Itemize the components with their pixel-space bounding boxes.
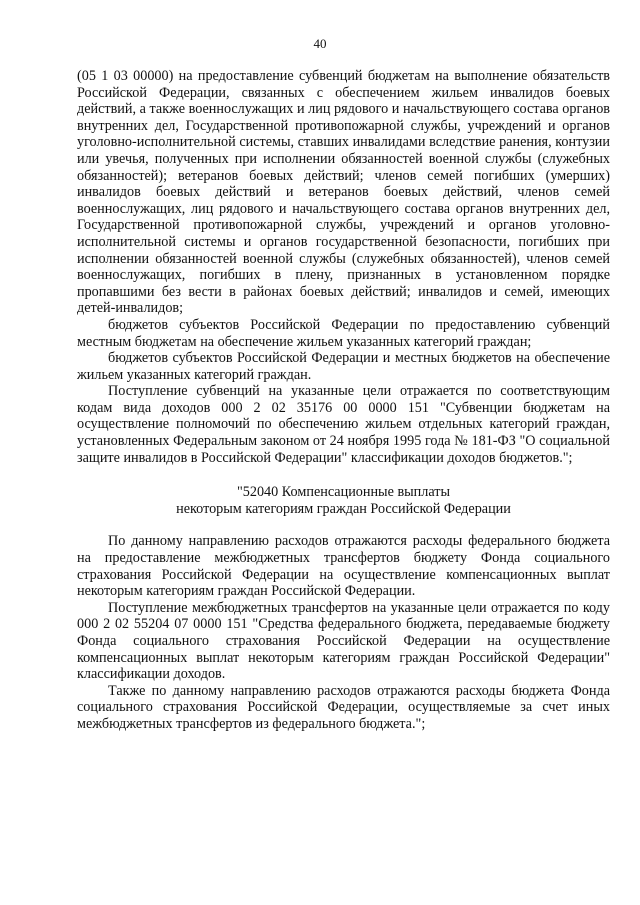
section-heading-line-1: "52040 Компенсационные выплаты	[236, 484, 451, 501]
paragraph-local-budgets: бюджетов субъектов Российской Федерации и местных бюджетов на обеспечение жильем указанных категорий граждан.	[77, 350, 610, 383]
paragraph-transfer-revenue: Поступление межбюджетных трансфертов на указанные цели отражается по коду 000 2 02 55204 07 0000 151 "Средства федерального бюджета, передаваемые бюджету Фонда социального страхования Российской Федерации на осуществление компенсационных выплат некоторым категориям граждан Российской Федерации" классификации доходов.	[77, 599, 610, 683]
paragraph-continuation: (05 1 03 00000) на предоставление субвенций бюджетам на выполнение обязательств Российской Федерации, связанных с обеспечением жильем инвалидов боевых действий, а также военнослужащих и лиц рядового и начальствующего состава органов внутренних дел, Государственной противопожарной службы, учреждений и органов уголовно-исполнительной системы, ставших инвалидами вследствие ранения, контузии или увечья, полученных при исполнении обязанностей военной службы (служебных обязанностей); ветеранов боевых действий; членов семей погибших (умерших) инвалидов боевых действий и ветеранов боевых действий, членов семей военнослужащих, лиц рядового и начальствующего состава органов внутренних дел, Государственной противопожарной службы, учреждений и органов уголовно-исполнительной системы и органов государственной безопасности, погибших при исполнении обязанностей военной службы (служебных обязанностей), членов семей военнослужащих, погибших в плену, признанных в установленном порядке пропавшими без вести в районах боевых действий; инвалидов и семей, имеющих детей-инвалидов;	[77, 68, 610, 317]
paragraph-expense-direction: По данному направлению расходов отражаются расходы федерального бюджета на предоставление межбюджетных трансфертов бюджету Фонда социального страхования Российской Федерации на осуществление компенсационных выплат некоторым категориям граждан Российской Федерации.	[77, 533, 610, 600]
paragraph-subvention-revenue: Поступление субвенций на указанные цели отражается по соответствующим кодам вида доходов 000 2 02 35176 00 0000 151 "Субвенции бюджетам на осуществление полномочий по обеспечению жильем отдельных категорий граждан, установленных Федеральным законом от 24 ноября 1995 года № 181-ФЗ "О социальной защите инвалидов в Российской Федерации" классификации доходов бюджетов.";	[77, 383, 610, 466]
paragraph-subject-budgets: бюджетов субъектов Российской Федерации по предоставлению субвенций местным бюджетам на обеспечение жильем указанных категорий граждан;	[77, 316, 610, 350]
document-body	[77, 68, 610, 733]
section-heading-line-2: некоторым категориям граждан Российской Федерации	[176, 500, 511, 517]
paragraph-fund-expenses: Также по данному направлению расходов отражаются расходы бюджета Фонда социального страхования Российской Федерации, осуществляемые за счет иных межбюджетных трансфертов из федерального бюджета.";	[77, 682, 610, 732]
section-heading	[77, 484, 610, 517]
page-number: 40	[313, 36, 327, 51]
